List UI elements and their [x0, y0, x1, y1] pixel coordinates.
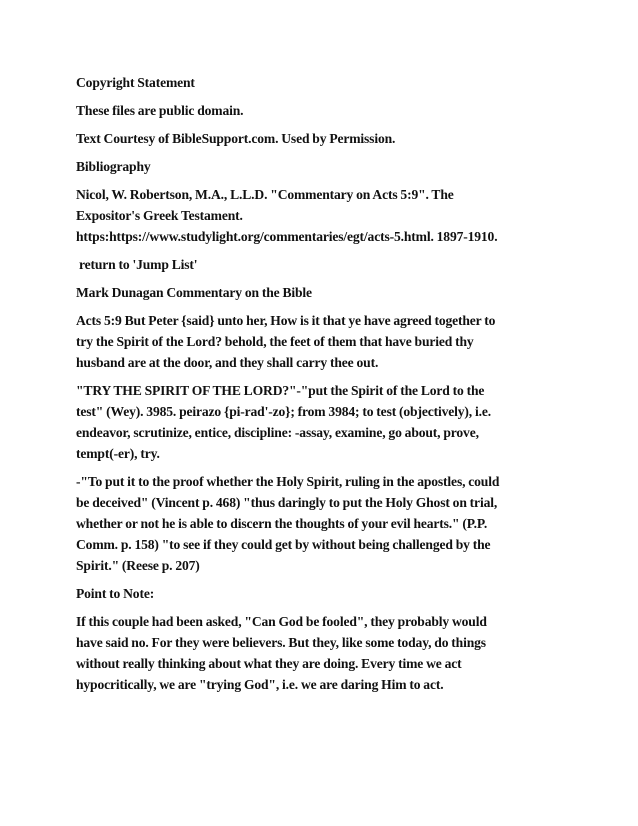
note-paragraph [76, 611, 576, 695]
quote-line: Comm. p. 158) "to see if they could get by without being challenged by the [76, 537, 491, 552]
quote-line: Spirit." (Reese p. 207) [76, 558, 200, 573]
definition-line: endeavor, scrutinize, entice, discipline: -assay, examine, go about, prove, [76, 425, 479, 440]
citation-paragraph [76, 184, 576, 247]
commentary-heading: Mark Dunagan Commentary on the Bible [76, 285, 312, 300]
return-to-jump-list-link[interactable]: return to 'Jump List' [76, 257, 198, 272]
citation-line: Expositor's Greek Testament. [76, 208, 243, 223]
bibliography-heading: Bibliography [76, 159, 151, 174]
citation-line: Nicol, W. Robertson, M.A., L.L.D. "Commentary on Acts 5:9". The [76, 187, 454, 202]
verse-line: try the Spirit of the Lord? behold, the feet of them that have buried thy [76, 334, 474, 349]
definition-line: tempt(-er), try. [76, 446, 160, 461]
verse-line: Acts 5:9 But Peter {said} unto her, How is it that ye have agreed together to [76, 313, 496, 328]
verse-line: husband are at the door, and they shall carry thee out. [76, 355, 379, 370]
note-line: hypocritically, we are "trying God", i.e. we are daring Him to act. [76, 677, 444, 692]
proof-quotes-paragraph [76, 471, 576, 576]
definition-line: test" (Wey). 3985. peirazo {pi-rad'-zo}; from 3984; to test (objectively), i.e. [76, 404, 491, 419]
quote-line: -"To put it to the proof whether the Holy Spirit, ruling in the apostles, could [76, 474, 500, 489]
quote-line: be deceived" (Vincent p. 468) "thus daringly to put the Holy Ghost on trial, [76, 495, 498, 510]
point-to-note-heading: Point to Note: [76, 586, 155, 601]
definition-line: "TRY THE SPIRIT OF THE LORD?"-"put the Spirit of the Lord to the [76, 383, 485, 398]
citation-url-line: https:https://www.studylight.org/commentaries/egt/acts-5.html. 1897-1910. [76, 229, 498, 244]
copyright-heading: Copyright Statement [76, 75, 195, 90]
note-line: without really thinking about what they are doing. Every time we act [76, 656, 462, 671]
document-page [76, 72, 576, 702]
note-line: If this couple had been asked, "Can God be fooled", they probably would [76, 614, 487, 629]
verse-paragraph [76, 310, 576, 373]
note-line: have said no. For they were believers. But they, like some today, do things [76, 635, 486, 650]
quote-line: whether or not he is able to discern the thoughts of your evil hearts." (P.P. [76, 516, 488, 531]
tempt-definition-paragraph [76, 380, 576, 464]
courtesy-statement: Text Courtesy of BibleSupport.com. Used by Permission. [76, 131, 396, 146]
public-domain-statement: These files are public domain. [76, 103, 244, 118]
